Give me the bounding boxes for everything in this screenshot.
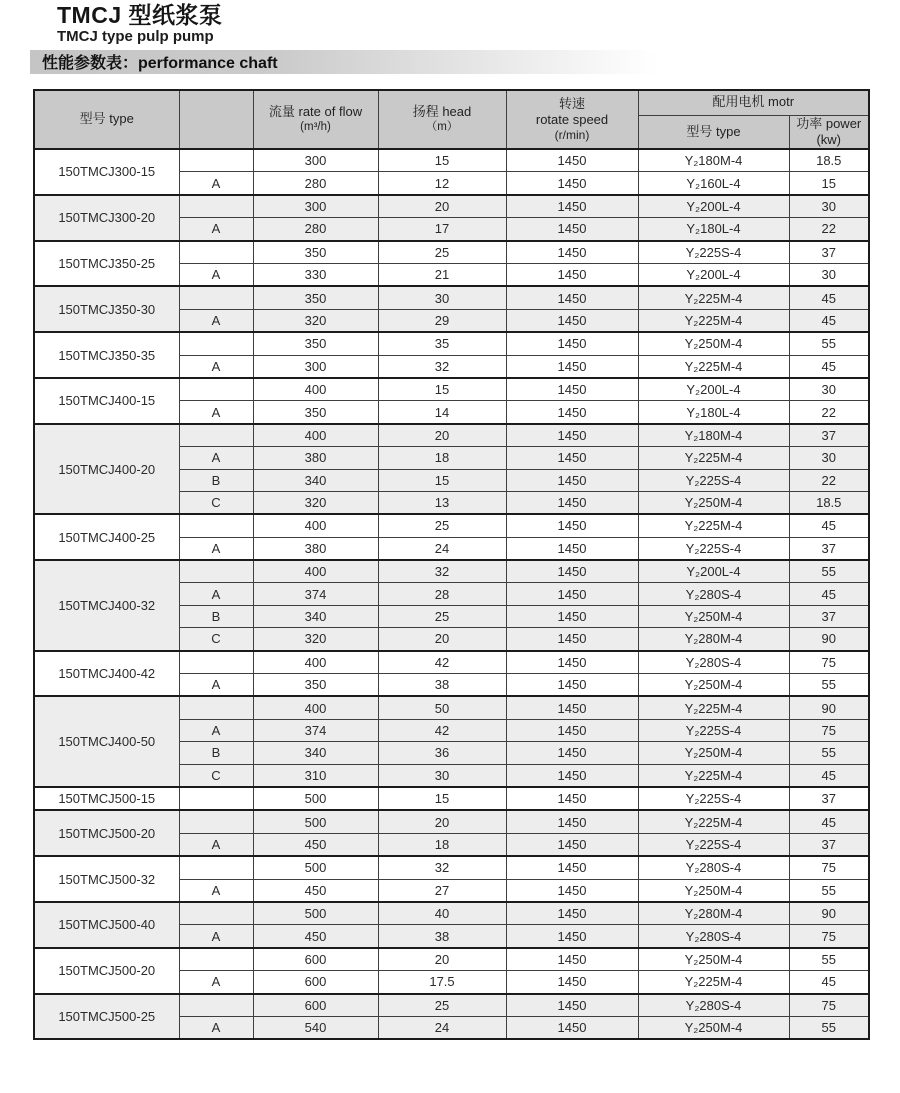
head-cell: 36 <box>378 742 506 764</box>
col-header-motor-group: 配用电机 motr <box>638 90 869 116</box>
table-row <box>34 810 869 833</box>
flow-cell: 600 <box>253 948 378 971</box>
variant-cell: A <box>179 1016 253 1039</box>
speed-cell: 1450 <box>506 286 638 309</box>
speed-cell: 1450 <box>506 902 638 925</box>
head-cell: 25 <box>378 241 506 264</box>
variant-cell: A <box>179 218 253 241</box>
power-cell: 90 <box>789 902 869 925</box>
motor-cell: Y₂225M-4 <box>638 764 789 787</box>
flow-cell: 600 <box>253 971 378 994</box>
table-header <box>34 90 869 150</box>
variant-cell: C <box>179 764 253 787</box>
flow-cell: 600 <box>253 994 378 1017</box>
head-cell: 28 <box>378 583 506 605</box>
speed-cell: 1450 <box>506 674 638 697</box>
motor-cell: Y₂225M-4 <box>638 696 789 719</box>
flow-cell: 500 <box>253 856 378 879</box>
motor-cell: Y₂225S-4 <box>638 241 789 264</box>
variant-cell <box>179 948 253 971</box>
power-cell: 45 <box>789 286 869 309</box>
motor-cell: Y₂280S-4 <box>638 994 789 1017</box>
motor-cell: Y₂180M-4 <box>638 149 789 172</box>
variant-cell: A <box>179 833 253 856</box>
head-cell: 15 <box>378 787 506 810</box>
power-cell: 30 <box>789 264 869 287</box>
table-row <box>34 856 869 879</box>
power-cell: 37 <box>789 424 869 447</box>
motor-cell: Y₂225M-4 <box>638 971 789 994</box>
speed-cell: 1450 <box>506 424 638 447</box>
speed-cell: 1450 <box>506 332 638 355</box>
page-title: TMCJ 型纸浆泵 <box>57 2 223 28</box>
model-cell: 150TMCJ400-42 <box>34 651 179 697</box>
variant-cell: A <box>179 355 253 378</box>
power-cell: 18.5 <box>789 491 869 514</box>
motor-cell: Y₂280S-4 <box>638 651 789 674</box>
variant-cell <box>179 787 253 810</box>
variant-cell <box>179 651 253 674</box>
flow-cell: 300 <box>253 355 378 378</box>
speed-cell: 1450 <box>506 764 638 787</box>
motor-cell: Y₂225M-4 <box>638 355 789 378</box>
speed-cell: 1450 <box>506 447 638 469</box>
flow-cell: 374 <box>253 583 378 605</box>
head-cell: 20 <box>378 948 506 971</box>
motor-cell: Y₂200L-4 <box>638 195 789 218</box>
head-cell: 15 <box>378 469 506 491</box>
flow-cell: 340 <box>253 605 378 627</box>
flow-cell: 540 <box>253 1016 378 1039</box>
head-cell: 20 <box>378 810 506 833</box>
head-header-unit: （m） <box>425 121 459 134</box>
flow-cell: 320 <box>253 628 378 651</box>
speed-cell: 1450 <box>506 218 638 241</box>
motor-cell: Y₂250M-4 <box>638 674 789 697</box>
flow-cell: 500 <box>253 902 378 925</box>
page-subtitle: TMCJ type pulp pump <box>57 28 214 46</box>
flow-cell: 400 <box>253 378 378 401</box>
power-cell: 22 <box>789 218 869 241</box>
table-row <box>34 195 869 218</box>
speed-cell: 1450 <box>506 787 638 810</box>
flow-cell: 320 <box>253 309 378 332</box>
power-cell: 90 <box>789 628 869 651</box>
motor-cell: Y₂250M-4 <box>638 605 789 627</box>
motor-cell: Y₂250M-4 <box>638 491 789 514</box>
speed-header-en: rotate speed <box>535 111 609 127</box>
variant-cell: A <box>179 309 253 332</box>
head-cell: 17 <box>378 218 506 241</box>
variant-cell: A <box>179 172 253 195</box>
speed-cell: 1450 <box>506 696 638 719</box>
power-cell: 55 <box>789 560 869 583</box>
variant-cell: B <box>179 742 253 764</box>
model-cell: 150TMCJ500-32 <box>34 856 179 902</box>
power-cell: 45 <box>789 764 869 787</box>
head-cell: 27 <box>378 879 506 902</box>
head-cell: 32 <box>378 355 506 378</box>
power-cell: 30 <box>789 378 869 401</box>
variant-cell <box>179 424 253 447</box>
head-cell: 24 <box>378 537 506 560</box>
head-cell: 29 <box>378 309 506 332</box>
power-cell: 90 <box>789 696 869 719</box>
motor-cell: Y₂225S-4 <box>638 719 789 741</box>
power-cell: 45 <box>789 309 869 332</box>
power-cell: 30 <box>789 447 869 469</box>
variant-cell <box>179 149 253 172</box>
head-cell: 50 <box>378 696 506 719</box>
variant-cell: A <box>179 401 253 424</box>
speed-cell: 1450 <box>506 264 638 287</box>
speed-cell: 1450 <box>506 833 638 856</box>
variant-cell: A <box>179 879 253 902</box>
head-cell: 15 <box>378 149 506 172</box>
motor-cell: Y₂225S-4 <box>638 537 789 560</box>
motor-cell: Y₂250M-4 <box>638 948 789 971</box>
speed-cell: 1450 <box>506 560 638 583</box>
power-cell: 15 <box>789 172 869 195</box>
power-cell: 37 <box>789 833 869 856</box>
col-header-flow <box>253 90 378 150</box>
flow-cell: 400 <box>253 514 378 537</box>
flow-cell: 380 <box>253 447 378 469</box>
motor-cell: Y₂250M-4 <box>638 332 789 355</box>
motor-cell: Y₂225M-4 <box>638 309 789 332</box>
power-cell: 55 <box>789 742 869 764</box>
table-row <box>34 286 869 309</box>
speed-cell: 1450 <box>506 491 638 514</box>
table-row <box>34 560 869 583</box>
power-cell: 37 <box>789 537 869 560</box>
table-row <box>34 787 869 810</box>
flow-cell: 300 <box>253 195 378 218</box>
motor-cell: Y₂250M-4 <box>638 879 789 902</box>
model-cell: 150TMCJ400-32 <box>34 560 179 651</box>
speed-cell: 1450 <box>506 1016 638 1039</box>
speed-cell: 1450 <box>506 605 638 627</box>
motor-cell: Y₂225M-4 <box>638 286 789 309</box>
speed-cell: 1450 <box>506 172 638 195</box>
power-cell: 37 <box>789 787 869 810</box>
model-cell: 150TMCJ400-15 <box>34 378 179 424</box>
head-cell: 38 <box>378 925 506 948</box>
power-cell: 45 <box>789 514 869 537</box>
head-cell: 40 <box>378 902 506 925</box>
head-cell: 24 <box>378 1016 506 1039</box>
col-header-head <box>378 90 506 150</box>
motor-cell: Y₂280M-4 <box>638 902 789 925</box>
speed-cell: 1450 <box>506 994 638 1017</box>
variant-cell: C <box>179 491 253 514</box>
motor-cell: Y₂200L-4 <box>638 264 789 287</box>
speed-header-unit: (r/min) <box>554 128 590 143</box>
flow-cell: 450 <box>253 833 378 856</box>
flow-cell: 310 <box>253 764 378 787</box>
flow-cell: 280 <box>253 218 378 241</box>
speed-cell: 1450 <box>506 651 638 674</box>
table-row <box>34 948 869 971</box>
flow-cell: 500 <box>253 810 378 833</box>
col-header-variant <box>179 90 253 150</box>
speed-cell: 1450 <box>506 742 638 764</box>
speed-cell: 1450 <box>506 309 638 332</box>
power-cell: 45 <box>789 810 869 833</box>
power-cell: 75 <box>789 994 869 1017</box>
head-cell: 32 <box>378 856 506 879</box>
motor-cell: Y₂180L-4 <box>638 401 789 424</box>
motor-cell: Y₂225S-4 <box>638 833 789 856</box>
table-row <box>34 994 869 1017</box>
flow-cell: 350 <box>253 332 378 355</box>
variant-cell <box>179 994 253 1017</box>
motor-cell: Y₂280M-4 <box>638 628 789 651</box>
power-cell: 55 <box>789 332 869 355</box>
speed-cell: 1450 <box>506 948 638 971</box>
speed-header-cn: 转速 <box>558 95 585 111</box>
col-header-speed <box>506 90 638 150</box>
table-row <box>34 902 869 925</box>
variant-cell <box>179 332 253 355</box>
performance-table <box>33 89 870 1041</box>
speed-cell: 1450 <box>506 583 638 605</box>
model-cell: 150TMCJ300-15 <box>34 149 179 195</box>
motor-cell: Y₂200L-4 <box>638 378 789 401</box>
table-row <box>34 696 869 719</box>
variant-cell <box>179 514 253 537</box>
col-header-motor-power: 功率 power (kw) <box>789 115 869 149</box>
flow-cell: 400 <box>253 560 378 583</box>
model-cell: 150TMCJ350-30 <box>34 286 179 332</box>
table-row <box>34 241 869 264</box>
power-cell: 75 <box>789 925 869 948</box>
head-cell: 25 <box>378 605 506 627</box>
power-cell: 22 <box>789 401 869 424</box>
model-cell: 150TMCJ500-25 <box>34 994 179 1040</box>
motor-cell: Y₂280S-4 <box>638 925 789 948</box>
power-cell: 55 <box>789 674 869 697</box>
flow-cell: 350 <box>253 401 378 424</box>
head-cell: 38 <box>378 674 506 697</box>
power-cell: 18.5 <box>789 149 869 172</box>
flow-cell: 280 <box>253 172 378 195</box>
power-cell: 55 <box>789 879 869 902</box>
power-cell: 45 <box>789 971 869 994</box>
flow-cell: 340 <box>253 742 378 764</box>
motor-cell: Y₂225M-4 <box>638 514 789 537</box>
power-cell: 22 <box>789 469 869 491</box>
motor-cell: Y₂280S-4 <box>638 856 789 879</box>
variant-cell: B <box>179 605 253 627</box>
power-cell: 45 <box>789 355 869 378</box>
table-row <box>34 424 869 447</box>
variant-cell: C <box>179 628 253 651</box>
flow-cell: 350 <box>253 241 378 264</box>
flow-cell: 374 <box>253 719 378 741</box>
motor-cell: Y₂225M-4 <box>638 810 789 833</box>
head-cell: 12 <box>378 172 506 195</box>
flow-cell: 400 <box>253 424 378 447</box>
variant-cell: A <box>179 447 253 469</box>
power-cell: 45 <box>789 583 869 605</box>
head-cell: 15 <box>378 378 506 401</box>
speed-cell: 1450 <box>506 628 638 651</box>
head-cell: 13 <box>378 491 506 514</box>
col-header-model: 型号 type <box>34 90 179 150</box>
flow-cell: 300 <box>253 149 378 172</box>
table-body <box>34 149 869 1039</box>
model-cell: 150TMCJ500-40 <box>34 902 179 948</box>
speed-cell: 1450 <box>506 401 638 424</box>
head-cell: 18 <box>378 833 506 856</box>
head-cell: 20 <box>378 424 506 447</box>
variant-cell: A <box>179 925 253 948</box>
table-row <box>34 378 869 401</box>
speed-cell: 1450 <box>506 971 638 994</box>
variant-cell <box>179 902 253 925</box>
variant-cell: A <box>179 674 253 697</box>
variant-cell <box>179 241 253 264</box>
table-row <box>34 514 869 537</box>
head-cell: 42 <box>378 719 506 741</box>
head-cell: 25 <box>378 994 506 1017</box>
motor-cell: Y₂225S-4 <box>638 787 789 810</box>
variant-cell <box>179 856 253 879</box>
head-cell: 21 <box>378 264 506 287</box>
speed-cell: 1450 <box>506 241 638 264</box>
table-row <box>34 332 869 355</box>
variant-cell: B <box>179 469 253 491</box>
head-cell: 18 <box>378 447 506 469</box>
motor-cell: Y₂280S-4 <box>638 583 789 605</box>
model-cell: 150TMCJ500-20 <box>34 810 179 856</box>
table-row <box>34 651 869 674</box>
flow-cell: 350 <box>253 674 378 697</box>
section-bar-label: 性能参数表：performance chaft <box>42 55 278 73</box>
flow-cell: 350 <box>253 286 378 309</box>
variant-cell <box>179 286 253 309</box>
speed-cell: 1450 <box>506 514 638 537</box>
flow-cell: 450 <box>253 879 378 902</box>
speed-cell: 1450 <box>506 925 638 948</box>
variant-cell: A <box>179 537 253 560</box>
motor-cell: Y₂225S-4 <box>638 469 789 491</box>
variant-cell <box>179 195 253 218</box>
head-cell: 35 <box>378 332 506 355</box>
model-cell: 150TMCJ350-35 <box>34 332 179 378</box>
variant-cell <box>179 810 253 833</box>
speed-cell: 1450 <box>506 149 638 172</box>
flow-cell: 320 <box>253 491 378 514</box>
motor-cell: Y₂180M-4 <box>638 424 789 447</box>
speed-cell: 1450 <box>506 469 638 491</box>
variant-cell <box>179 696 253 719</box>
motor-cell: Y₂225M-4 <box>638 447 789 469</box>
table-row <box>34 149 869 172</box>
head-cell: 20 <box>378 195 506 218</box>
model-cell: 150TMCJ300-20 <box>34 195 179 241</box>
head-cell: 32 <box>378 560 506 583</box>
flow-cell: 380 <box>253 537 378 560</box>
head-cell: 30 <box>378 286 506 309</box>
variant-cell <box>179 378 253 401</box>
motor-cell: Y₂250M-4 <box>638 1016 789 1039</box>
head-cell: 42 <box>378 651 506 674</box>
variant-cell <box>179 560 253 583</box>
power-cell: 37 <box>789 241 869 264</box>
flow-header-unit: (m³/h) <box>300 121 331 134</box>
power-cell: 55 <box>789 948 869 971</box>
flow-cell: 500 <box>253 787 378 810</box>
flow-cell: 400 <box>253 651 378 674</box>
speed-cell: 1450 <box>506 537 638 560</box>
model-cell: 150TMCJ400-50 <box>34 696 179 787</box>
model-cell: 150TMCJ350-25 <box>34 241 179 287</box>
col-header-motor-type: 型号 type <box>638 115 789 149</box>
head-cell: 20 <box>378 628 506 651</box>
variant-cell: A <box>179 971 253 994</box>
model-cell: 150TMCJ500-20 <box>34 948 179 994</box>
flow-cell: 450 <box>253 925 378 948</box>
speed-cell: 1450 <box>506 719 638 741</box>
variant-cell: A <box>179 719 253 741</box>
power-cell: 75 <box>789 719 869 741</box>
head-header-label: 扬程 head <box>412 103 472 119</box>
flow-header-label: 流量 rate of flow <box>268 103 363 119</box>
head-cell: 17.5 <box>378 971 506 994</box>
speed-cell: 1450 <box>506 810 638 833</box>
variant-cell: A <box>179 264 253 287</box>
power-cell: 30 <box>789 195 869 218</box>
head-cell: 25 <box>378 514 506 537</box>
speed-cell: 1450 <box>506 195 638 218</box>
motor-cell: Y₂180L-4 <box>638 218 789 241</box>
power-cell: 55 <box>789 1016 869 1039</box>
head-cell: 14 <box>378 401 506 424</box>
power-cell: 75 <box>789 651 869 674</box>
variant-cell: A <box>179 583 253 605</box>
speed-cell: 1450 <box>506 378 638 401</box>
model-cell: 150TMCJ400-25 <box>34 514 179 560</box>
speed-cell: 1450 <box>506 856 638 879</box>
flow-cell: 330 <box>253 264 378 287</box>
head-cell: 30 <box>378 764 506 787</box>
model-cell: 150TMCJ400-20 <box>34 424 179 515</box>
flow-cell: 400 <box>253 696 378 719</box>
power-cell: 75 <box>789 856 869 879</box>
motor-cell: Y₂160L-4 <box>638 172 789 195</box>
flow-cell: 340 <box>253 469 378 491</box>
section-bar <box>30 50 658 74</box>
power-cell: 37 <box>789 605 869 627</box>
motor-cell: Y₂250M-4 <box>638 742 789 764</box>
model-cell: 150TMCJ500-15 <box>34 787 179 810</box>
speed-cell: 1450 <box>506 879 638 902</box>
motor-cell: Y₂200L-4 <box>638 560 789 583</box>
speed-cell: 1450 <box>506 355 638 378</box>
